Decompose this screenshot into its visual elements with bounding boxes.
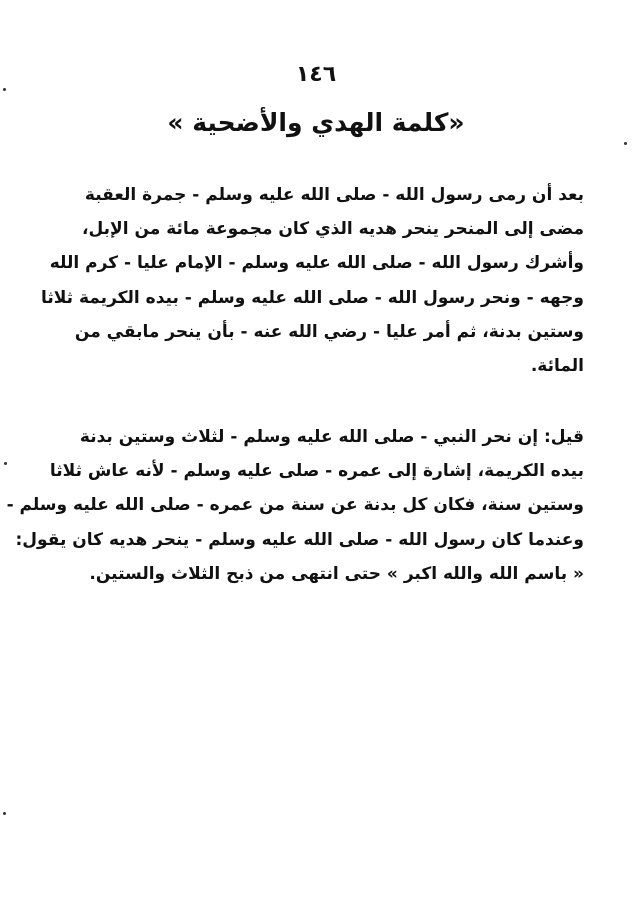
scan-speck — [624, 142, 627, 145]
scan-speck — [3, 88, 6, 91]
paragraph-1 — [41, 178, 584, 383]
paragraph-line: وأشرك رسول الله - صلى الله عليه وسلم - الإمام عليا - كرم الله — [49, 253, 584, 274]
paragraph-line: وستين سنة، فكان كل بدنة عن سنة من عمره - صلى الله عليه وسلم - — [6, 495, 584, 516]
paragraph-2 — [6, 420, 584, 591]
scan-speck — [4, 462, 7, 465]
paragraph-line: بعد أن رمى رسول الله - صلى الله عليه وسلم - جمرة العقبة — [84, 185, 584, 205]
paragraph-line: مضى إلى المنحر ينحر هديه الذي كان مجموعة مائة من الإبل، — [82, 219, 584, 240]
paragraph-line: وعندما كان رسول الله - صلى الله عليه وسلم - ينحر هديه كان يقول: — [15, 529, 584, 550]
page-number: ١٤٦ — [295, 62, 337, 87]
paragraph-line: « باسم الله والله اكبر » حتى انتهى من ذبح الثلاث والستين. — [89, 563, 584, 584]
scan-speck — [3, 812, 6, 815]
chapter-title: «كلمة الهدي والأضحية » — [167, 108, 465, 137]
paragraph-line: وجهه - ونحر رسول الله - صلى الله عليه وسلم - بيده الكريمة ثلاثا — [41, 287, 584, 308]
paragraph-line: قيل: إن نحر النبي - صلى الله عليه وسلم - لثلاث وستين بدنة — [79, 427, 584, 447]
paragraph-line: وستين بدنة، ثم أمر عليا - رضي الله عنه - بأن ينحر مابقي من — [74, 321, 584, 342]
paragraph-line: المائة. — [530, 356, 584, 377]
paragraph-line: بيده الكريمة، إشارة إلى عمره - صلى عليه وسلم - لأنه عاش ثلاثا — [49, 461, 584, 482]
